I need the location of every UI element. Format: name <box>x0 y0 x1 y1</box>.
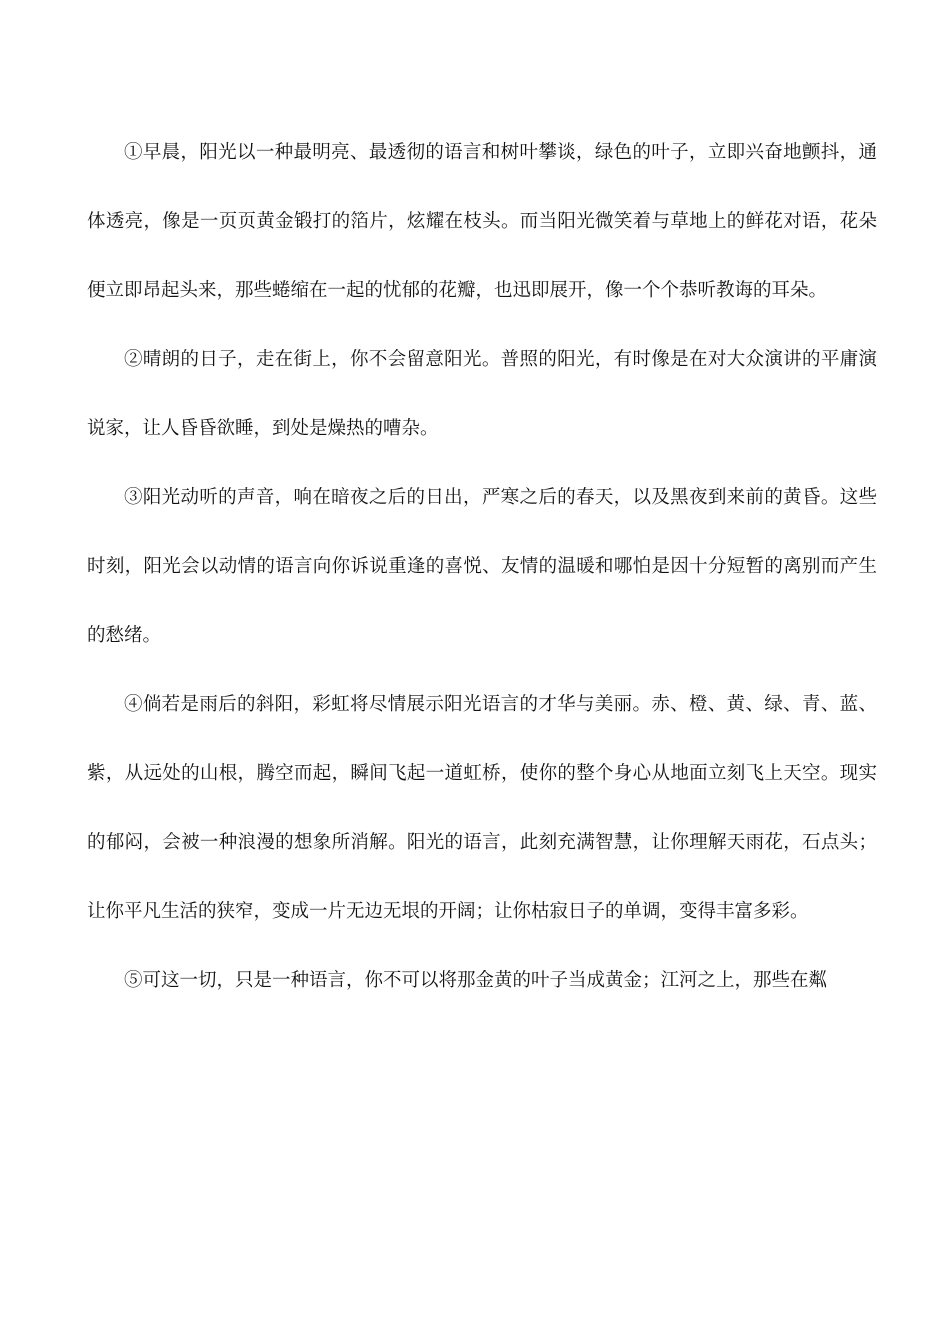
document-body <box>87 118 877 1015</box>
paragraph-4: ④倘若是雨后的斜阳，彩虹将尽情展示阳光语言的才华与美丽。赤、橙、黄、绿、青、蓝、紫，从远处的山根，腾空而起，瞬间飞起一道虹桥，使你的整个身心从地面立刻飞上天空。现实的郁闷，会被一种浪漫的想象所消解。阳光的语言，此刻充满智慧，让你理解天雨花，石点头；让你平凡生活的狭窄，变成一片无边无垠的开阔；让你枯寂日子的单调，变得丰富多彩。 <box>87 694 877 922</box>
paragraph-3: ③阳光动听的声音，响在暗夜之后的日出，严寒之后的春天，以及黑夜到来前的黄昏。这些时刻，阳光会以动情的语言向你诉说重逢的喜悦、友情的温暖和哪怕是因十分短暂的离别而产生的愁绪。 <box>87 487 877 646</box>
paragraph-5: ⑤可这一切，只是一种语言，你不可以将那金黄的叶子当成黄金；江河之上，那些在粼 <box>124 970 828 991</box>
paragraph-2: ②晴朗的日子，走在街上，你不会留意阳光。普照的阳光，有时像是在对大众演讲的平庸演说家，让人昏昏欲睡，到处是燥热的嘈杂。 <box>87 349 877 439</box>
paragraph-1: ①早晨，阳光以一种最明亮、最透彻的语言和树叶攀谈，绿色的叶子，立即兴奋地颤抖，通体透亮，像是一页页黄金锻打的箔片，炫耀在枝头。而当阳光微笑着与草地上的鲜花对语，花朵便立即昂起头来，那些蜷缩在一起的忧郁的花瓣，也迅即展开，像一个个恭听教诲的耳朵。 <box>87 142 877 301</box>
